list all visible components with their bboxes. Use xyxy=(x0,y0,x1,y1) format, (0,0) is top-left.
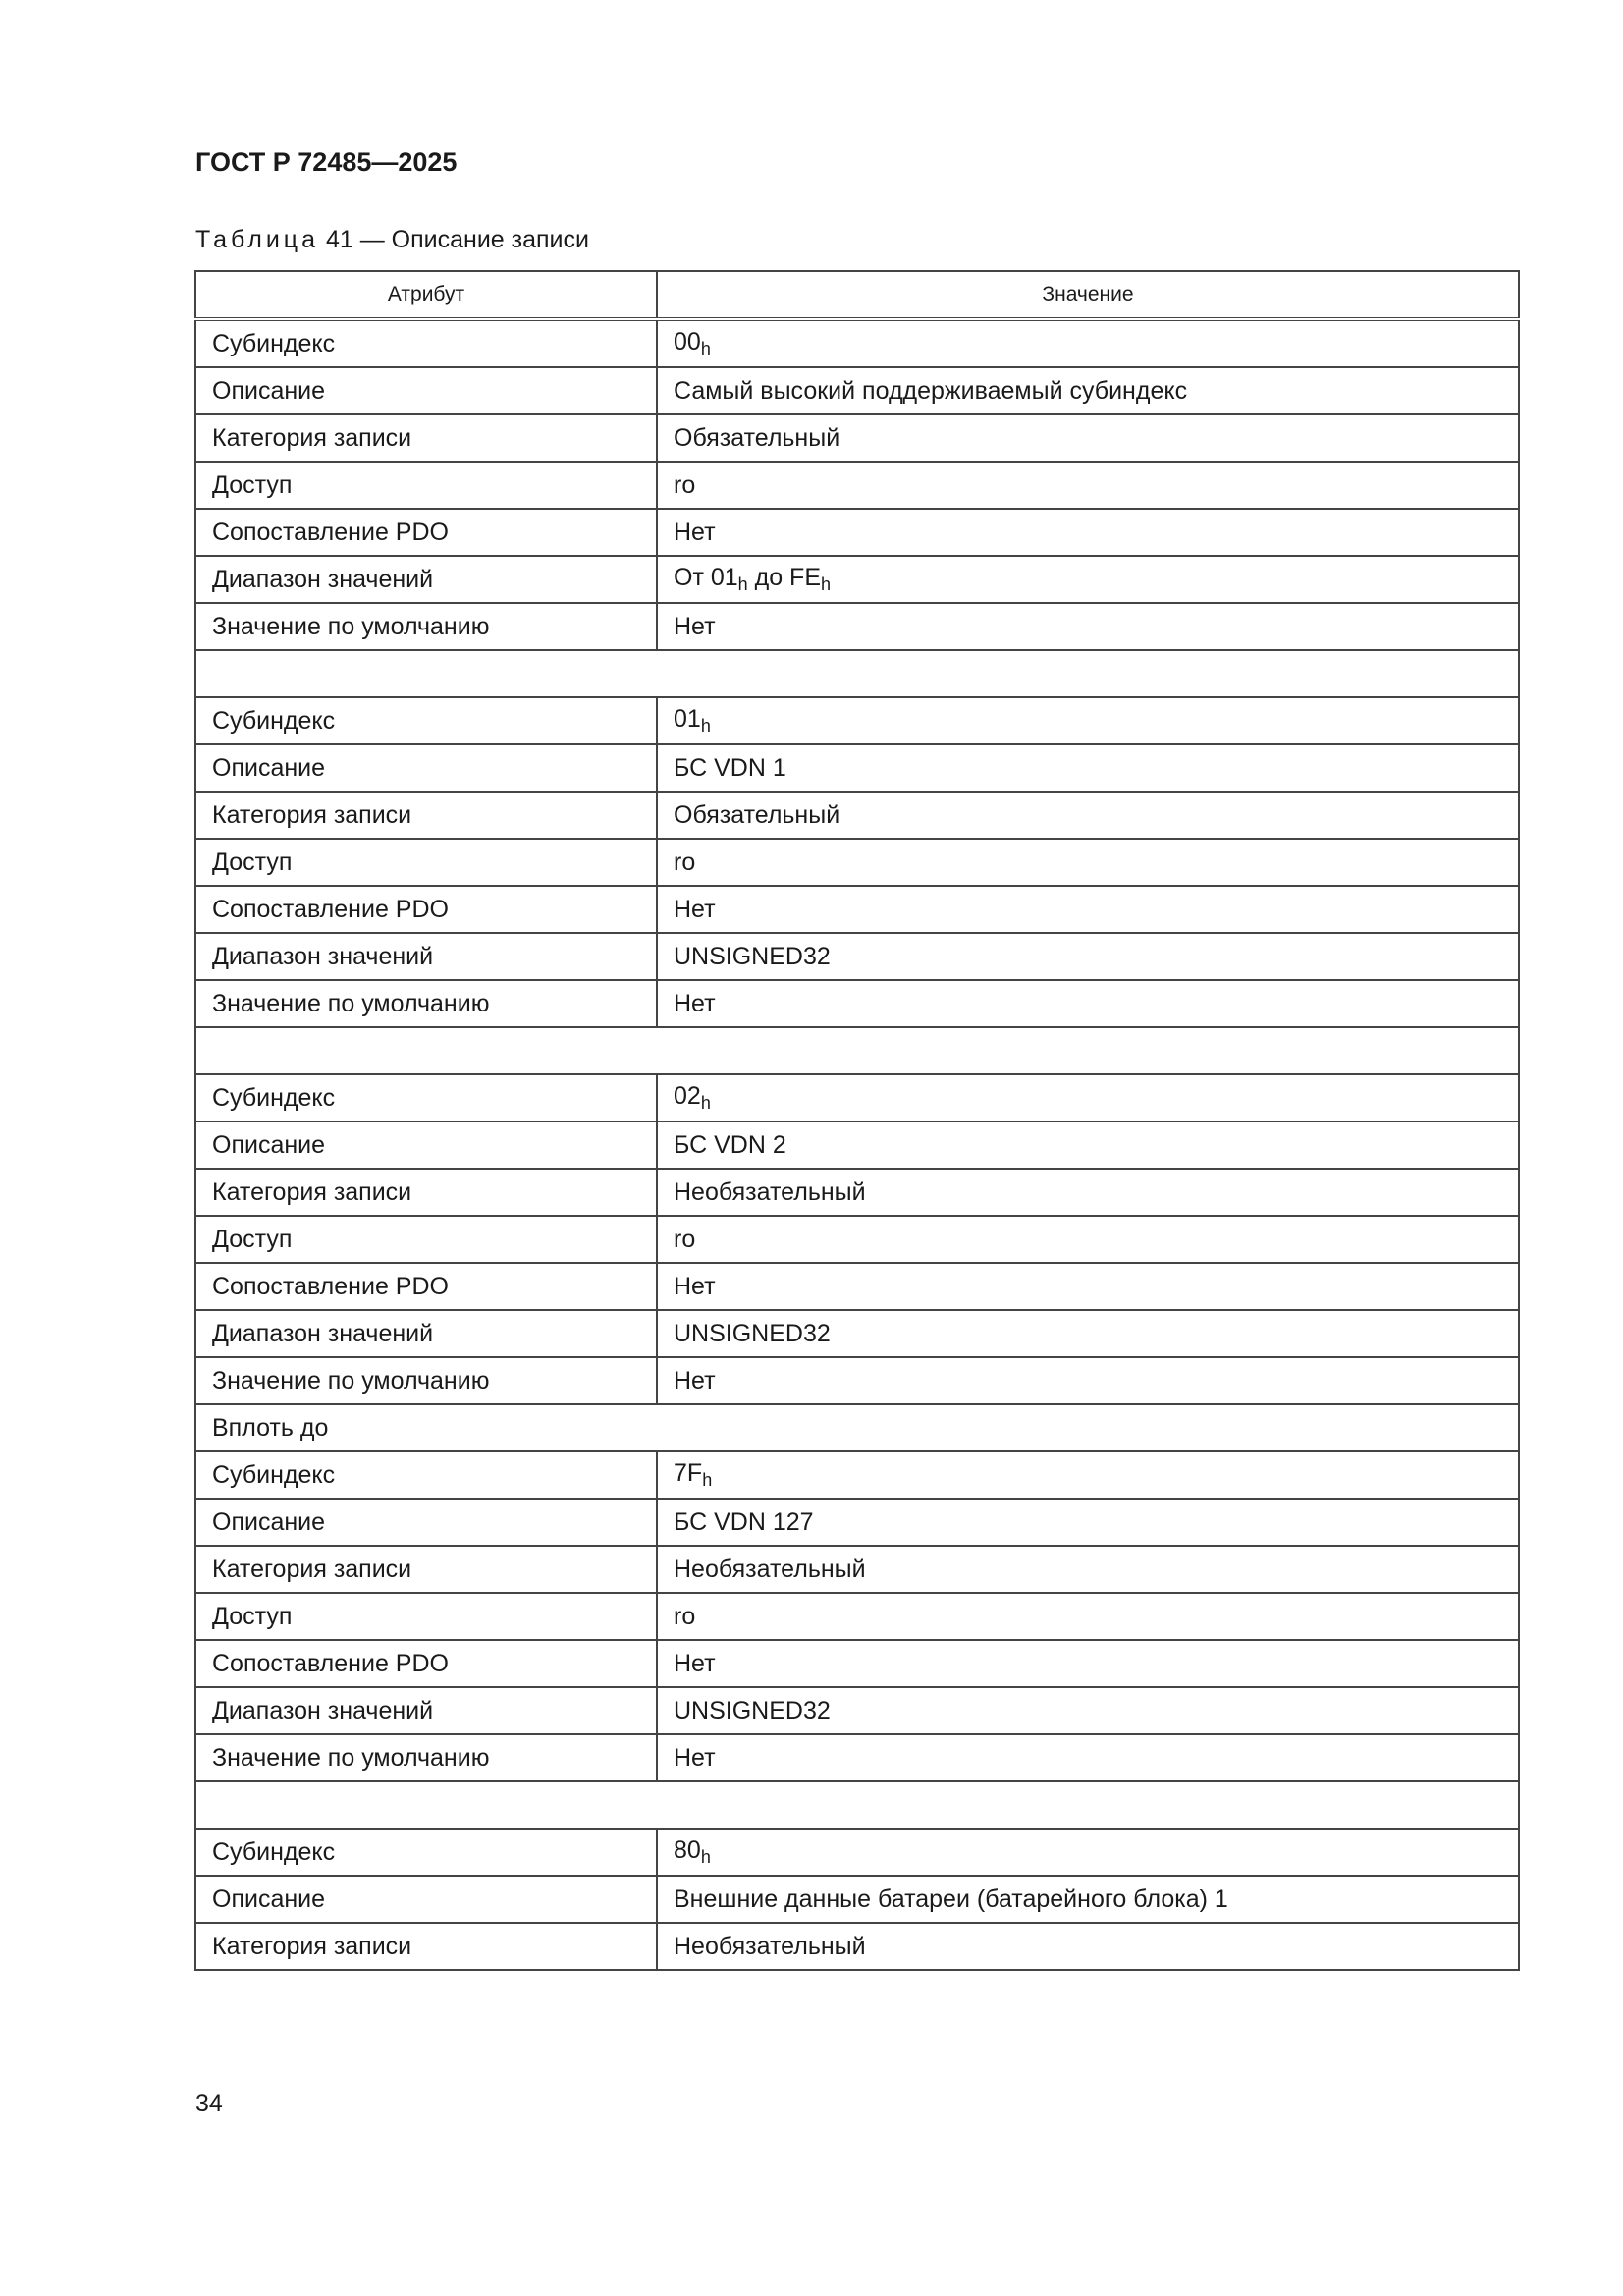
attribute-cell: Субиндекс xyxy=(195,697,657,744)
attribute-cell: Описание xyxy=(195,1499,657,1546)
value-cell xyxy=(657,1546,1519,1593)
table-row xyxy=(195,319,1519,367)
attribute-cell: Диапазон значений xyxy=(195,933,657,980)
value-cell xyxy=(657,744,1519,792)
value-text: БС VDN 1 xyxy=(674,753,786,782)
attribute-cell: Доступ xyxy=(195,1216,657,1263)
value-text: UNSIGNED32 xyxy=(674,1319,831,1347)
table-body xyxy=(195,319,1519,1970)
value-cell xyxy=(657,980,1519,1027)
table-row xyxy=(195,1546,1519,1593)
table-caption-label: Таблица xyxy=(195,226,320,253)
attribute-cell: Субиндекс xyxy=(195,1451,657,1499)
value-cell xyxy=(657,933,1519,980)
value-cell xyxy=(657,603,1519,650)
value-cell xyxy=(657,509,1519,556)
table-row xyxy=(195,1923,1519,1970)
attribute-cell: Категория записи xyxy=(195,1546,657,1593)
entry-description-table xyxy=(194,270,1520,1971)
table-row xyxy=(195,1829,1519,1876)
attribute-cell: Диапазон значений xyxy=(195,556,657,603)
table-row xyxy=(195,414,1519,462)
table-caption xyxy=(195,226,589,254)
attribute-cell: Значение по умолчанию xyxy=(195,603,657,650)
hex-suffix: h xyxy=(702,1470,713,1490)
table-row xyxy=(195,1357,1519,1404)
table-row xyxy=(195,509,1519,556)
attribute-cell: Сопоставление PDO xyxy=(195,886,657,933)
hex-suffix: h xyxy=(700,1093,711,1113)
value-text: ro xyxy=(674,847,696,876)
table-separator-row xyxy=(195,1027,1519,1074)
value-cell xyxy=(657,1074,1519,1121)
column-header-value: Значение xyxy=(657,271,1519,319)
table-row xyxy=(195,980,1519,1027)
attribute-cell: Категория записи xyxy=(195,1923,657,1970)
value-text: Нет xyxy=(674,518,716,546)
value-text: 80 xyxy=(674,1836,701,1864)
table-row xyxy=(195,603,1519,650)
hex-suffix: h xyxy=(737,574,748,594)
table-row xyxy=(195,1876,1519,1923)
value-text: 02 xyxy=(674,1082,701,1110)
table-row xyxy=(195,556,1519,603)
table-row xyxy=(195,744,1519,792)
column-header-attribute: Атрибут xyxy=(195,271,657,319)
value-text: Внешние данные батареи (батарейного блока) 1 xyxy=(674,1885,1228,1913)
value-text: UNSIGNED32 xyxy=(674,942,831,970)
value-cell xyxy=(657,367,1519,414)
hex-suffix: h xyxy=(700,339,711,358)
table-row xyxy=(195,1121,1519,1169)
separator-cell xyxy=(195,650,1519,697)
value-cell xyxy=(657,1829,1519,1876)
table-row xyxy=(195,1734,1519,1781)
attribute-cell: Диапазон значений xyxy=(195,1310,657,1357)
value-cell xyxy=(657,697,1519,744)
value-text: Необязательный xyxy=(674,1177,866,1206)
table-row xyxy=(195,1310,1519,1357)
value-text: Самый высокий поддерживаемый субиндекс xyxy=(674,376,1188,405)
value-cell xyxy=(657,1357,1519,1404)
attribute-cell: Сопоставление PDO xyxy=(195,509,657,556)
attribute-cell: Доступ xyxy=(195,462,657,509)
value-text: Нет xyxy=(674,1366,716,1394)
attribute-cell: Доступ xyxy=(195,839,657,886)
table-caption-title: 41 — Описание записи xyxy=(319,226,589,253)
value-cell xyxy=(657,1923,1519,1970)
value-text: Нет xyxy=(674,612,716,640)
attribute-cell: Сопоставление PDO xyxy=(195,1640,657,1687)
table-row xyxy=(195,367,1519,414)
value-cell xyxy=(657,1169,1519,1216)
attribute-cell: Субиндекс xyxy=(195,319,657,367)
attribute-cell: Значение по умолчанию xyxy=(195,980,657,1027)
value-cell xyxy=(657,1734,1519,1781)
table-row xyxy=(195,1499,1519,1546)
value-text: ro xyxy=(674,1602,696,1630)
separator-cell xyxy=(195,1781,1519,1829)
value-cell xyxy=(657,414,1519,462)
value-text: 00 xyxy=(674,328,701,355)
table-row xyxy=(195,1687,1519,1734)
value-text: 01 xyxy=(674,705,701,733)
value-text: Необязательный xyxy=(674,1932,866,1960)
attribute-cell: Категория записи xyxy=(195,792,657,839)
value-cell xyxy=(657,1263,1519,1310)
value-text: 7F xyxy=(674,1459,703,1487)
value-cell xyxy=(657,1216,1519,1263)
table-separator-row xyxy=(195,650,1519,697)
table-row xyxy=(195,697,1519,744)
value-text: ro xyxy=(674,1225,696,1253)
value-text: Нет xyxy=(674,895,716,923)
value-cell xyxy=(657,792,1519,839)
value-cell xyxy=(657,1687,1519,1734)
value-text: Нет xyxy=(674,1272,716,1300)
attribute-cell: Сопоставление PDO xyxy=(195,1263,657,1310)
value-cell xyxy=(657,839,1519,886)
table-row xyxy=(195,1263,1519,1310)
attribute-cell: Значение по умолчанию xyxy=(195,1357,657,1404)
table-row xyxy=(195,1593,1519,1640)
table-separator-row xyxy=(195,1781,1519,1829)
table-row xyxy=(195,792,1519,839)
table-row xyxy=(195,839,1519,886)
attribute-cell: Категория записи xyxy=(195,1169,657,1216)
table-row xyxy=(195,1074,1519,1121)
hex-suffix: h xyxy=(700,1847,711,1867)
value-cell xyxy=(657,556,1519,603)
value-text: БС VDN 127 xyxy=(674,1507,814,1536)
value-text: БС VDN 2 xyxy=(674,1130,786,1159)
table-row xyxy=(195,886,1519,933)
attribute-cell: Категория записи xyxy=(195,414,657,462)
attribute-cell: Значение по умолчанию xyxy=(195,1734,657,1781)
table-row xyxy=(195,462,1519,509)
attribute-cell: Описание xyxy=(195,1876,657,1923)
table-separator-row-labeled xyxy=(195,1404,1519,1451)
table-row xyxy=(195,933,1519,980)
value-cell xyxy=(657,1121,1519,1169)
separator-cell xyxy=(195,1027,1519,1074)
attribute-cell: Субиндекс xyxy=(195,1829,657,1876)
table-header-row xyxy=(195,271,1519,319)
hex-suffix: h xyxy=(700,716,711,736)
attribute-cell: Описание xyxy=(195,744,657,792)
value-text: Нет xyxy=(674,1743,716,1772)
value-cell xyxy=(657,1499,1519,1546)
table-row xyxy=(195,1640,1519,1687)
attribute-cell: Описание xyxy=(195,367,657,414)
document-header: ГОСТ Р 72485—2025 xyxy=(195,147,458,177)
value-cell xyxy=(657,1640,1519,1687)
table-row xyxy=(195,1169,1519,1216)
value-cell xyxy=(657,1593,1519,1640)
value-cell xyxy=(657,1310,1519,1357)
value-text: Нет xyxy=(674,989,716,1017)
value-cell xyxy=(657,1876,1519,1923)
value-text: Обязательный xyxy=(674,800,840,829)
value-text: Необязательный xyxy=(674,1555,866,1583)
value-cell xyxy=(657,462,1519,509)
table-row xyxy=(195,1216,1519,1263)
attribute-cell: Диапазон значений xyxy=(195,1687,657,1734)
attribute-cell: Доступ xyxy=(195,1593,657,1640)
value-cell xyxy=(657,319,1519,367)
value-text: От 01 xyxy=(674,564,738,591)
attribute-cell: Субиндекс xyxy=(195,1074,657,1121)
hex-suffix: h xyxy=(821,574,832,594)
table-row xyxy=(195,1451,1519,1499)
value-cell xyxy=(657,886,1519,933)
separator-cell: Вплоть до xyxy=(195,1404,1519,1451)
value-text: ro xyxy=(674,470,696,499)
value-text: Нет xyxy=(674,1649,716,1677)
page-number: 34 xyxy=(195,2090,223,2117)
value-text: до FE xyxy=(747,564,822,591)
value-text: Обязательный xyxy=(674,423,840,452)
attribute-cell: Описание xyxy=(195,1121,657,1169)
value-cell xyxy=(657,1451,1519,1499)
value-text: UNSIGNED32 xyxy=(674,1696,831,1724)
